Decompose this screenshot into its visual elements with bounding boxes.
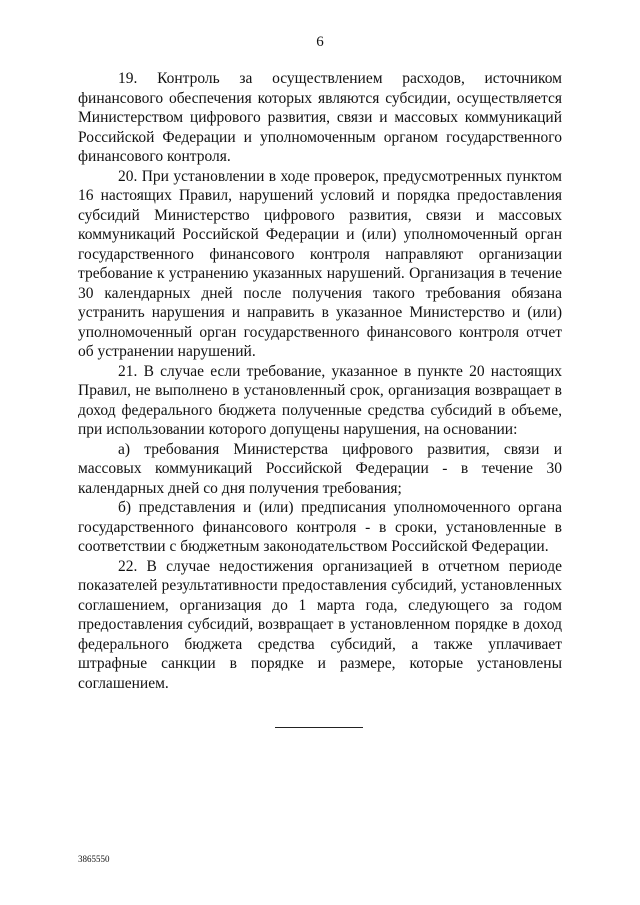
end-divider (275, 727, 363, 728)
paragraph-21-b: б) представления и (или) предписания уполномоченного органа государственного финансового контроля - в сроки, установленные в соответствии с бюджетным законодательством Российской Федерации. (78, 499, 562, 555)
paragraph-21: 21. В случае если требование, указанное в пункте 20 настоящих Правил, не выполнено в установленный срок, организация возвращает в доход федерального бюджета полученные средства субсидий в объеме, при использовании которого допущены нарушения, на основании: (78, 362, 562, 438)
paragraph-20: 20. При установлении в ходе проверок, предусмотренных пунктом 16 настоящих Правил, нарушений условий и порядка предоставления субсидий Министерство цифрового развития, связи и массовых коммуникаций Российской Федерации и (или) уполномоченный орган государственного финансового контроля направляют организации требование к устранению указанных нарушений. Организация в течение 30 календарных дней после получения такого требования обязана устранить нарушения и направить в указанное Министерство и (или) уполномоченный орган государственного финансового контроля отчет об устранении нарушений. (78, 167, 562, 360)
paragraph-19: 19. Контроль за осуществлением расходов, источником финансового обеспечения которых являются субсидии, осуществляется Министерством цифрового развития, связи и массовых коммуникаций Российской Федерации и уполномоченным органом государственного финансового контроля. (78, 70, 562, 165)
paragraph-21-a: а) требования Министерства цифрового развития, связи и массовых коммуникаций Российской Федерации - в течение 30 календарных дней со дня получения требования; (78, 440, 562, 497)
document-body (78, 69, 562, 693)
document-code: 3865550 (78, 854, 110, 864)
page-number: 6 (316, 34, 324, 50)
paragraph-22: 22. В случае недостижения организацией в отчетном периоде показателей результативности предоставления субсидий, установленных соглашением, организация до 1 марта года, следующего за годом предоставления субсидий, возвращает в установленном порядке в доход федерального бюджета средства субсидий, а также уплачивает штрафные санкции в порядке и размере, которые установлены соглашением. (78, 557, 562, 692)
